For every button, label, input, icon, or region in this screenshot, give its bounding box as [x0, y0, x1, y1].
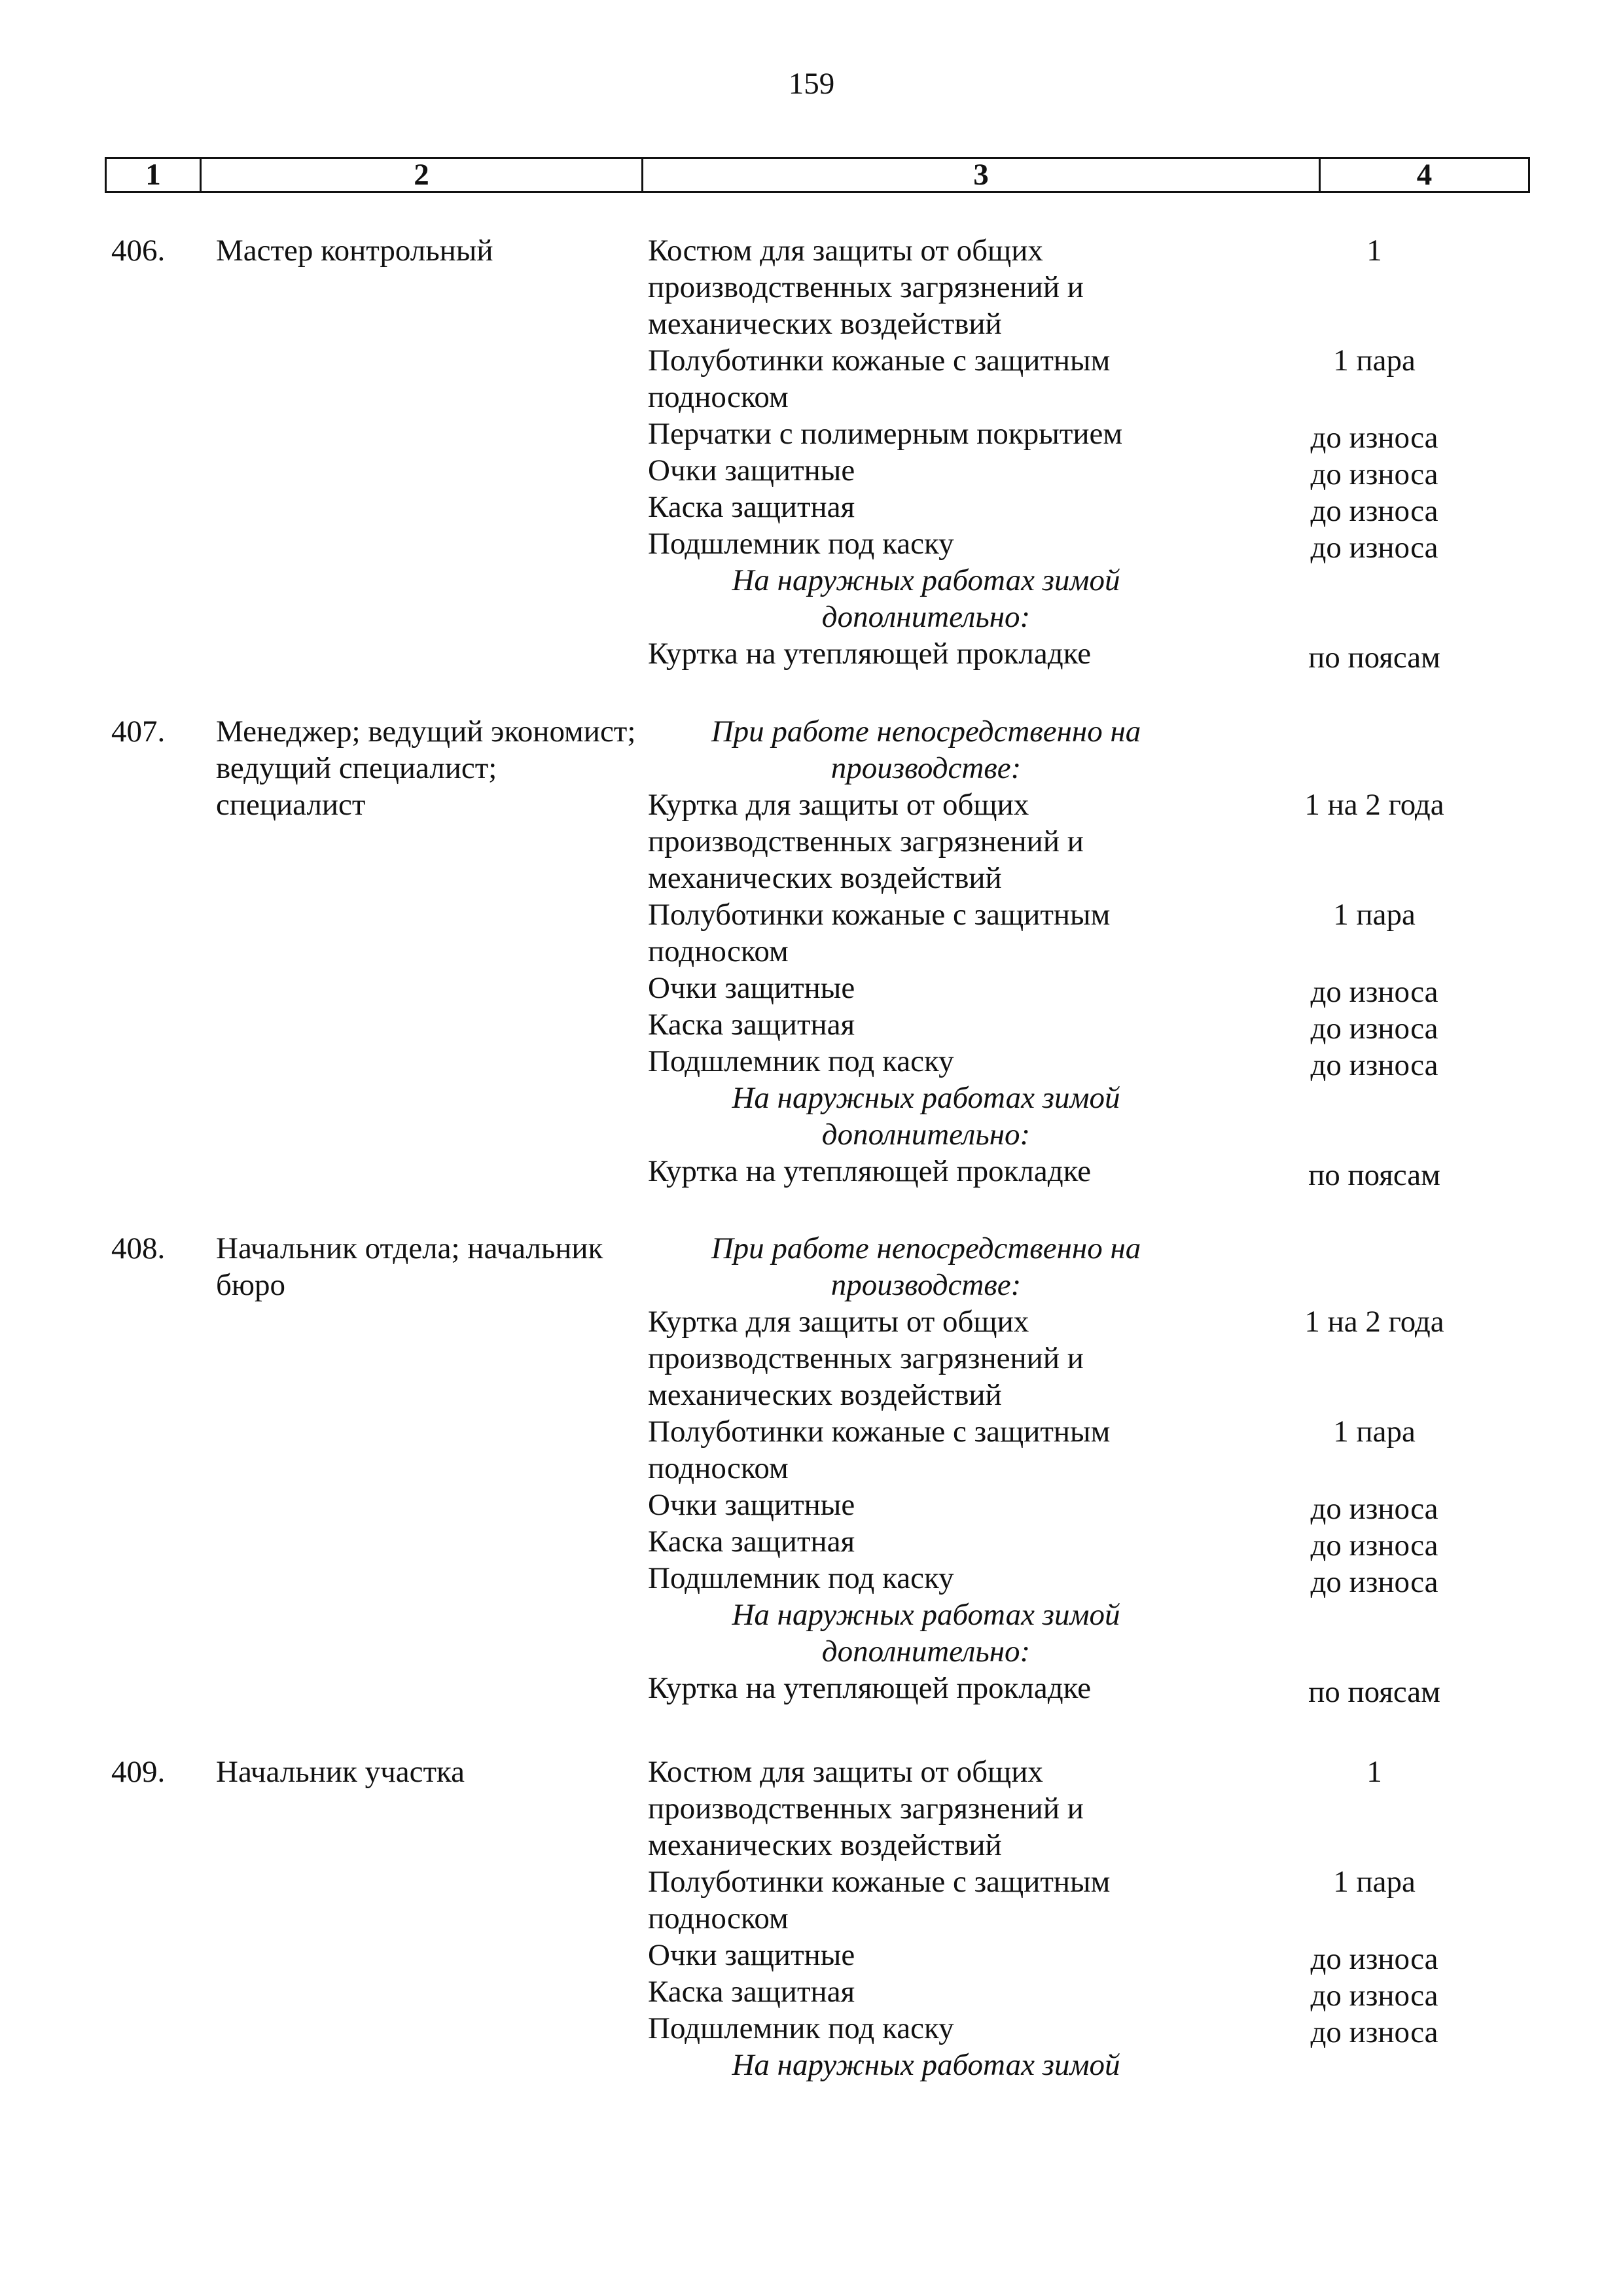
issue-norm: до износа: [1310, 1528, 1438, 1563]
equipment-name: Куртка для защиты от общих производственных загрязнений и механических воздействий: [648, 788, 1084, 895]
column-header-4: 4: [1320, 158, 1529, 192]
condition-note: При работе непосредственно на производстве:: [711, 715, 1141, 785]
equipment-name: Подшлемник под каску: [648, 527, 954, 561]
issue-norm: 1 пара: [1333, 344, 1416, 378]
equipment-name: Перчатки с полимерным покрытием: [648, 417, 1123, 451]
equipment-row: [648, 2010, 1438, 2049]
equipment-name: Очки защитные: [648, 453, 855, 487]
equipment-row: [648, 1043, 1438, 1082]
entry-number: 407.: [111, 715, 166, 749]
equipment-row: [648, 896, 1416, 970]
entry-position: Начальник отдела; начальник бюро: [216, 1231, 603, 1302]
equipment-row: [648, 1006, 1438, 1046]
entry-items: [648, 713, 1444, 1192]
entry-items: [648, 1230, 1444, 1709]
equipment-name: Подшлемник под каску: [648, 2011, 954, 2045]
issue-norm: 1: [1366, 1755, 1382, 1789]
condition-note: На наружных работах зимой дополнительно:: [732, 1598, 1120, 1669]
issue-norm: 1 на 2 года: [1304, 1305, 1444, 1339]
issue-norm: до износа: [1310, 421, 1438, 455]
issue-norm: 1 на 2 года: [1304, 788, 1444, 822]
equipment-name: Каска защитная: [648, 490, 855, 524]
issue-norm: до износа: [1310, 1048, 1438, 1082]
issue-norm: до износа: [1310, 494, 1438, 528]
equipment-name: Очки защитные: [648, 971, 855, 1005]
equipment-row: [648, 1973, 1438, 2013]
equipment-name: Куртка на утепляющей прокладке: [648, 1671, 1092, 1705]
issue-norm: до износа: [1310, 1942, 1438, 1976]
equipment-name: Костюм для защиты от общих производственных загрязнений и механических воздействий: [648, 234, 1084, 341]
entry-position: Мастер контрольный: [216, 234, 493, 268]
equipment-row: [648, 1863, 1416, 1937]
equipment-row: [648, 1303, 1444, 1413]
equipment-name: Каска защитная: [648, 1008, 855, 1042]
equipment-row: [648, 452, 1438, 491]
equipment-row: [648, 1560, 1438, 1599]
column-header-row: [106, 158, 1529, 192]
equipment-row: [648, 970, 1438, 1009]
condition-note: При работе непосредственно на производстве:: [711, 1231, 1141, 1302]
equipment-name: Полуботинки кожаные с защитным подноском: [648, 1865, 1111, 1935]
equipment-name: Куртка на утепляющей прокладке: [648, 637, 1092, 671]
equipment-row: [648, 1754, 1394, 1863]
equipment-name: Каска защитная: [648, 1525, 855, 1559]
equipment-row: [648, 1413, 1416, 1487]
equipment-name: Куртка на утепляющей прокладке: [648, 1154, 1092, 1188]
equipment-row: [648, 342, 1416, 415]
entry-position: Начальник участка: [216, 1755, 465, 1789]
condition-note: На наружных работах зимой: [732, 2048, 1120, 2082]
entry-number: 406.: [111, 234, 166, 268]
equipment-row: [648, 786, 1444, 896]
issue-norm: до износа: [1310, 1012, 1438, 1046]
equipment-name: Костюм для защиты от общих производственных загрязнений и механических воздействий: [648, 1755, 1084, 1862]
entry-number: 409.: [111, 1755, 166, 1789]
issue-norm: 1 пара: [1333, 1865, 1416, 1899]
page-number: 159: [788, 67, 835, 101]
column-header-table: [105, 157, 1530, 193]
equipment-name: Подшлемник под каску: [648, 1044, 954, 1078]
equipment-row: [648, 489, 1438, 528]
equipment-row: [648, 1937, 1438, 1976]
issue-norm: по поясам: [1308, 1158, 1440, 1192]
condition-note: На наружных работах зимой дополнительно:: [732, 1081, 1120, 1152]
issue-norm: 1: [1366, 234, 1382, 268]
equipment-name: Очки защитные: [648, 1488, 855, 1522]
issue-norm: по поясам: [1308, 1675, 1440, 1709]
column-header-2: 2: [201, 158, 643, 192]
equipment-name: Куртка для защиты от общих производственных загрязнений и механических воздействий: [648, 1305, 1084, 1412]
condition-note: На наружных работах зимой дополнительно:: [732, 563, 1120, 634]
equipment-row: [648, 1670, 1440, 1709]
entry-number: 408.: [111, 1231, 166, 1265]
equipment-name: Полуботинки кожаные с защитным подноском: [648, 344, 1111, 414]
issue-norm: 1 пара: [1333, 1415, 1416, 1449]
equipment-row: [648, 1523, 1438, 1563]
issue-norm: до износа: [1310, 975, 1438, 1009]
equipment-name: Полуботинки кожаные с защитным подноском: [648, 898, 1111, 968]
equipment-name: Подшлемник под каску: [648, 1561, 954, 1595]
issue-norm: до износа: [1310, 2015, 1438, 2049]
entry-position: Менеджер; ведущий экономист; ведущий специалист; специалист: [216, 715, 636, 822]
equipment-row: [648, 525, 1438, 565]
equipment-name: Каска защитная: [648, 1975, 855, 2009]
equipment-row: [648, 635, 1440, 675]
issue-norm: до износа: [1310, 531, 1438, 565]
column-header-1: 1: [106, 158, 201, 192]
issue-norm: до износа: [1310, 1565, 1438, 1599]
entry-items: [648, 1754, 1438, 2083]
issue-norm: 1 пара: [1333, 898, 1416, 932]
column-header-3: 3: [643, 158, 1320, 192]
issue-norm: до износа: [1310, 457, 1438, 491]
equipment-row: [648, 1487, 1438, 1526]
equipment-name: Полуботинки кожаные с защитным подноском: [648, 1415, 1111, 1485]
equipment-row: [648, 232, 1394, 342]
entry-items: [648, 232, 1440, 675]
issue-norm: до износа: [1310, 1492, 1438, 1526]
issue-norm: до износа: [1310, 1979, 1438, 2013]
equipment-name: Очки защитные: [648, 1938, 855, 1972]
issue-norm: по поясам: [1308, 641, 1440, 675]
equipment-row: [648, 415, 1438, 455]
equipment-row: [648, 1153, 1440, 1192]
